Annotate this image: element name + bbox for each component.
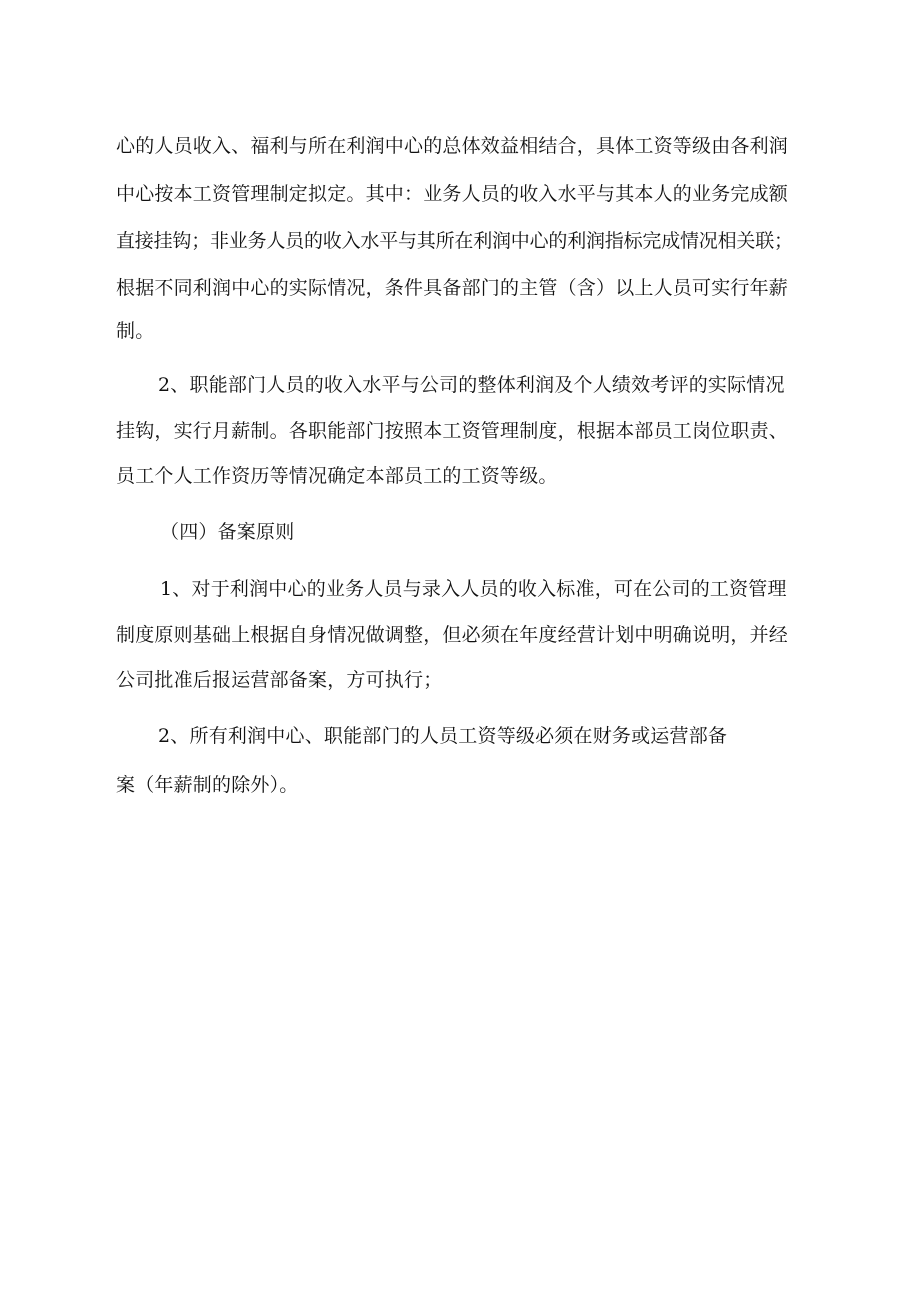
text-line: 根据不同利润中心的实际情况，条件具备部门的主管（含）以上人员可实行年薪 xyxy=(116,277,789,299)
text-line: 挂钩，实行月薪制。各职能部门按照本工资管理制度，根据本部员工岗位职责、 xyxy=(116,420,789,442)
text-line: 制度原则基础上根据自身情况做调整，但必须在年度经营计划中明确说明，并经 xyxy=(116,624,789,646)
text-line: 中心按本工资管理制定拟定。其中：业务人员的收入水平与其本人的业务完成额 xyxy=(116,183,789,205)
text-line: 2、所有利润中心、职能部门的人员工资等级必须在财务或运营部备 xyxy=(158,725,728,747)
text-line: 公司批准后报运营部备案，方可执行； xyxy=(116,669,443,691)
text-line: 心的人员收入、福利与所在利润中心的总体效益相结合，具体工资等级由各利润 xyxy=(116,135,789,157)
section-heading: （四）备案原则 xyxy=(160,521,295,543)
text-line: 直接挂钩；非业务人员的收入水平与其所在利润中心的利润指标完成情况相关联； xyxy=(116,230,793,252)
text-line: 制。 xyxy=(116,320,155,342)
text-line: 案（年薪制的除外）。 xyxy=(116,774,299,796)
text-line: 2、职能部门人员的收入水平与公司的整体利润及个人绩效考评的实际情况 xyxy=(158,374,785,396)
text-line: 1、对于利润中心的业务人员与录入人员的收入标准，可在公司的工资管理 xyxy=(160,578,787,600)
text-line: 员工个人工作资历等情况确定本部员工的工资等级。 xyxy=(116,465,558,487)
